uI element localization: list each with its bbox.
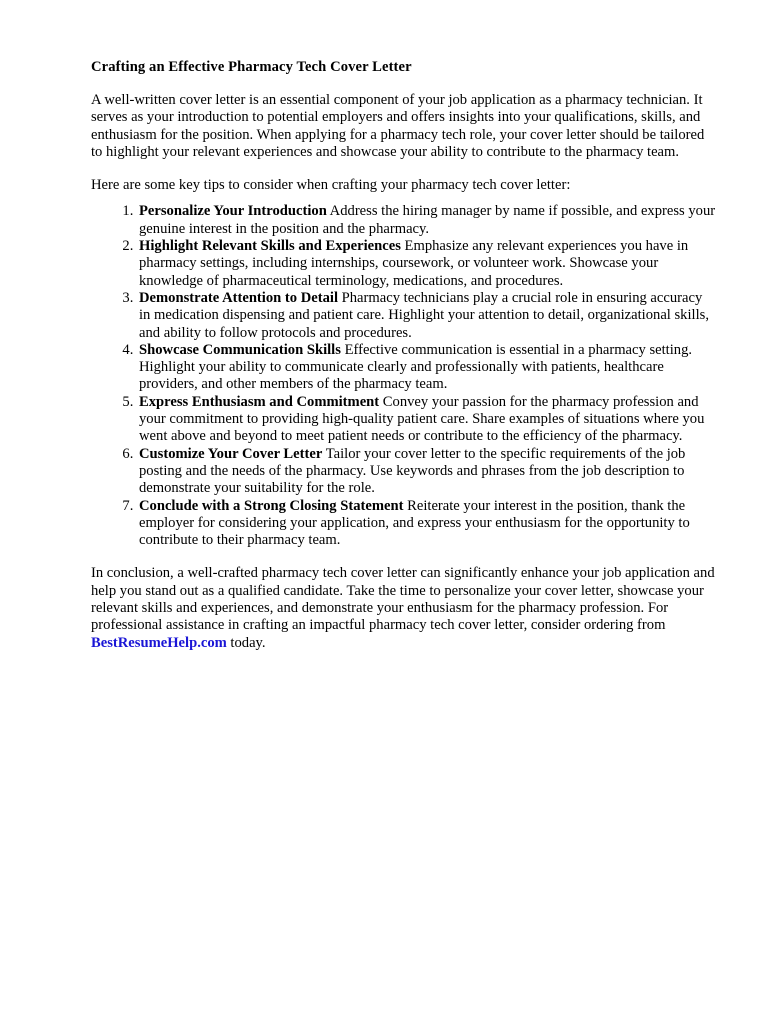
tip-body-text: Effective communication is essential in a pharmacy setting. Highlight your ability to communicate clearly and professionally with patients, healthcare providers, and other members of the pharmacy team. bbox=[139, 341, 693, 393]
list-item bbox=[137, 446, 717, 498]
page-title: Crafting an Effective Pharmacy Tech Cover Letter bbox=[91, 59, 412, 75]
list-item bbox=[137, 394, 717, 446]
document-content bbox=[91, 59, 717, 668]
tip-lead-label: Customize Your Cover Letter bbox=[139, 445, 323, 462]
list-item bbox=[137, 238, 717, 290]
tip-lead-label: Showcase Communication Skills bbox=[139, 341, 341, 358]
tip-lead-label: Personalize Your Introduction bbox=[139, 203, 327, 220]
list-item bbox=[137, 290, 717, 342]
conclusion-paragraph bbox=[91, 565, 717, 651]
tip-body-text: Tailor your cover letter to the specific requirements of the job posting and the needs of the pharmacy. Use keywords and phrases from the job description to demonstrate your suitability for the role. bbox=[139, 445, 686, 497]
tip-body-text: Emphasize any relevant experiences you have in pharmacy settings, including internships, coursework, or volunteer work. Showcase your knowledge of pharmaceutical terminology, medications, and procedures. bbox=[139, 238, 689, 289]
tip-lead-label: Conclude with a Strong Closing Statement bbox=[139, 497, 404, 514]
tip-body-text: Pharmacy technicians play a crucial role in ensuring accuracy in medication dispensing and patient care. Highlight your attention to detail, organizational skills, and ability to follow protocols and procedures. bbox=[139, 289, 709, 341]
tip-body-text: Address the hiring manager by name if possible, and express your genuine interest in the position and the pharmacy. bbox=[139, 203, 716, 237]
tip-body-text: Convey your passion for the pharmacy profession and your commitment to providing high-quality patient care. Share examples of situations where you went above and beyond to meet patient needs or contribute to the efficiency of the pharmacy. bbox=[139, 393, 705, 445]
conclusion-text-before-link: In conclusion, a well-crafted pharmacy tech cover letter can significantly enhance your job application and help you stand out as a qualified candidate. Take the time to personalize your cover letter, showcase your relevant skills and experiences, and demonstrate your enthusiasm for the pharmacy profession. For professional assistance in crafting an impactful pharmacy tech cover letter, consider ordering from bbox=[91, 565, 715, 634]
tip-lead-label: Demonstrate Attention to Detail bbox=[139, 289, 338, 306]
list-item bbox=[137, 203, 717, 238]
tips-list bbox=[91, 203, 717, 549]
tip-lead-label: Highlight Relevant Skills and Experiences bbox=[139, 238, 401, 255]
list-item bbox=[137, 498, 717, 550]
bestresumehelp-link[interactable]: BestResumeHelp.com bbox=[91, 634, 227, 651]
tip-body-text: Reiterate your interest in the position, thank the employer for considering your application, and express your enthusiasm for the opportunity to contribute to their pharmacy team. bbox=[139, 497, 690, 549]
tip-lead-label: Express Enthusiasm and Commitment bbox=[139, 393, 380, 410]
conclusion-text-after-link: today. bbox=[226, 634, 266, 651]
list-lead-in-paragraph: Here are some key tips to consider when crafting your pharmacy tech cover letter: bbox=[91, 177, 571, 194]
list-item bbox=[137, 342, 717, 394]
intro-paragraph: A well-written cover letter is an essential component of your job application as a pharmacy technician. It serves as your introduction to potential employers and offers insights into your qualifications, skills, and enthusiasm for the position. When applying for a pharmacy tech role, your cover letter should be tailored to highlight your relevant experiences and showcase your ability to contribute to the pharmacy team. bbox=[91, 92, 705, 160]
